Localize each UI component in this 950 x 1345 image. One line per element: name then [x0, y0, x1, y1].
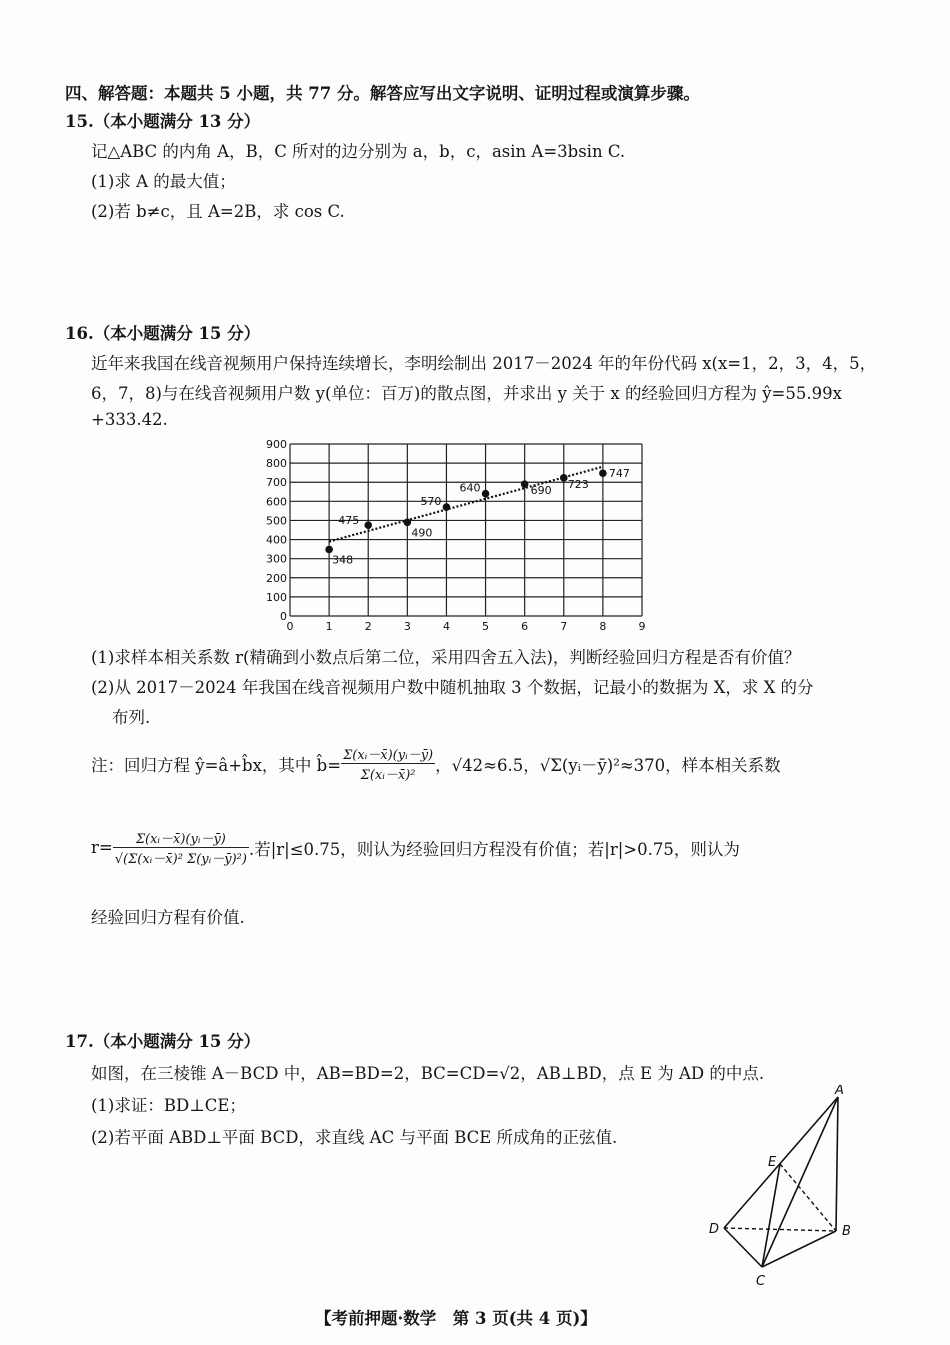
data-point: [404, 519, 412, 527]
x-tick-label: 0: [286, 620, 294, 633]
q17-part1: (1)求证：BD⊥CE；: [91, 1096, 246, 1115]
q16-title: 16.（本小题满分 15 分）: [65, 324, 261, 343]
q17-part2: (2)若平面 ABD⊥平面 BCD，求直线 AC 与平面 BCE 所成角的正弦值.: [91, 1128, 618, 1147]
y-tick-label: 700: [266, 476, 287, 490]
data-label: 690: [530, 484, 552, 498]
data-point: [325, 546, 333, 554]
q16-part1: (1)求样本相关系数 r(精确到小数点后第二位，采用四舍五入法)，判断经验回归方程是否有价值？: [91, 648, 801, 667]
q16-stem-line2: 6，7，8)与在线音视频用户数 y(单位：百万)的散点图，并求出 y 关于 x 的经验回归方程为 ŷ=55.99x: [91, 384, 842, 403]
x-tick-label: 9: [638, 620, 646, 633]
data-label: 348: [332, 553, 354, 567]
x-tick-label: 5: [482, 620, 490, 633]
data-label: 570: [420, 495, 442, 509]
x-tick-label: 3: [403, 620, 411, 633]
q16-stem-line1: 近年来我国在线音视频用户保持连续增长，李明绘制出 2017－2024 年的年份代码 x(x=1，2，3，4，5，: [91, 354, 877, 373]
scatter-chart: [250, 436, 660, 640]
x-tick-label: 1: [325, 620, 333, 633]
y-tick-label: 0: [280, 610, 287, 623]
x-tick-label: 4: [442, 620, 450, 633]
y-tick-label: 500: [266, 514, 287, 528]
data-point: [482, 490, 490, 498]
tetrahedron-figure: [700, 1085, 865, 1295]
data-label: 723: [567, 477, 589, 491]
b-hat-fraction: [341, 744, 435, 783]
b-hat-numerator: Σ(xᵢ－x̄)(yᵢ－ȳ): [341, 744, 435, 764]
q16-stem-line3: +333.42.: [91, 410, 168, 429]
x-tick-label: 8: [599, 620, 607, 633]
y-tick-label: 400: [266, 533, 287, 547]
data-point: [560, 474, 568, 482]
r-fraction: [113, 828, 249, 867]
q16-part2-line1: (2)从 2017－2024 年我国在线音视频用户数中随机抽取 3 个数据，记最小的数据为 X，求 X 的分: [91, 678, 814, 697]
label-E: E: [768, 1155, 777, 1170]
page-footer: 【考前押题·数学 第 3 页(共 4 页)】: [315, 1309, 597, 1328]
r-numerator: Σ(xᵢ－x̄)(yᵢ－ȳ): [113, 828, 249, 848]
r-denominator: √(Σ(xᵢ－x̄)² Σ(yᵢ－ȳ)²): [114, 852, 247, 867]
label-C: C: [756, 1274, 766, 1289]
q15-part1: (1)求 A 的最大值；: [91, 172, 236, 191]
data-label: 475: [338, 514, 360, 528]
x-tick-label: 2: [364, 620, 372, 633]
y-tick-label: 600: [266, 495, 287, 509]
q17-title: 17.（本小题满分 15 分）: [65, 1032, 261, 1051]
data-label: 640: [459, 481, 481, 495]
note-prefix: 注：回归方程 ŷ=â+b̂x，其中 b̂=: [91, 755, 342, 775]
note-r-suffix: .若|r|≤0.75，则认为经验回归方程没有价值；若|r|>0.75，则认为: [248, 839, 740, 859]
q17-stem: 如图，在三棱锥 A－BCD 中，AB=BD=2，BC=CD=√2，AB⊥BD，点 E 为 AD 的中点.: [91, 1064, 765, 1083]
note-r-prefix: r=: [91, 838, 113, 857]
y-tick-label: 900: [266, 438, 287, 451]
q15-part2: (2)若 b≠c，且 A=2B，求 cos C.: [91, 202, 345, 221]
label-A: A: [835, 1085, 844, 1098]
y-tick-label: 100: [266, 590, 287, 604]
data-point: [364, 521, 372, 529]
q15-title: 15.（本小题满分 13 分）: [65, 112, 261, 131]
label-B: B: [842, 1224, 851, 1239]
x-tick-label: 6: [521, 620, 529, 633]
q16-note-line2: [91, 828, 740, 867]
label-D: D: [709, 1222, 720, 1237]
y-tick-label: 300: [266, 552, 287, 566]
data-point: [443, 503, 451, 511]
data-label: 490: [411, 526, 433, 540]
note-mid: ，√42≈6.5，√Σ(yᵢ－ȳ)²≈370，样本相关系数: [435, 755, 781, 775]
data-point: [599, 469, 607, 477]
q16-note-end: 经验回归方程有价值.: [91, 908, 245, 927]
data-point: [521, 480, 529, 488]
q15-stem: 记△ABC 的内角 A，B，C 所对的边分别为 a，b，c，asin A=3bsin C.: [91, 142, 626, 161]
q16-part2-line2: 布列.: [112, 708, 151, 727]
data-label: 747: [608, 467, 630, 481]
y-tick-label: 800: [266, 457, 287, 471]
b-hat-denominator: Σ(xᵢ－x̄)²: [360, 768, 416, 783]
section-header: 四、解答题：本题共 5 小题，共 77 分。解答应写出文字说明、证明过程或演算步骤。: [65, 84, 700, 103]
q16-note-line1: [91, 744, 781, 783]
x-tick-label: 7: [560, 620, 568, 633]
y-tick-label: 200: [266, 571, 287, 585]
